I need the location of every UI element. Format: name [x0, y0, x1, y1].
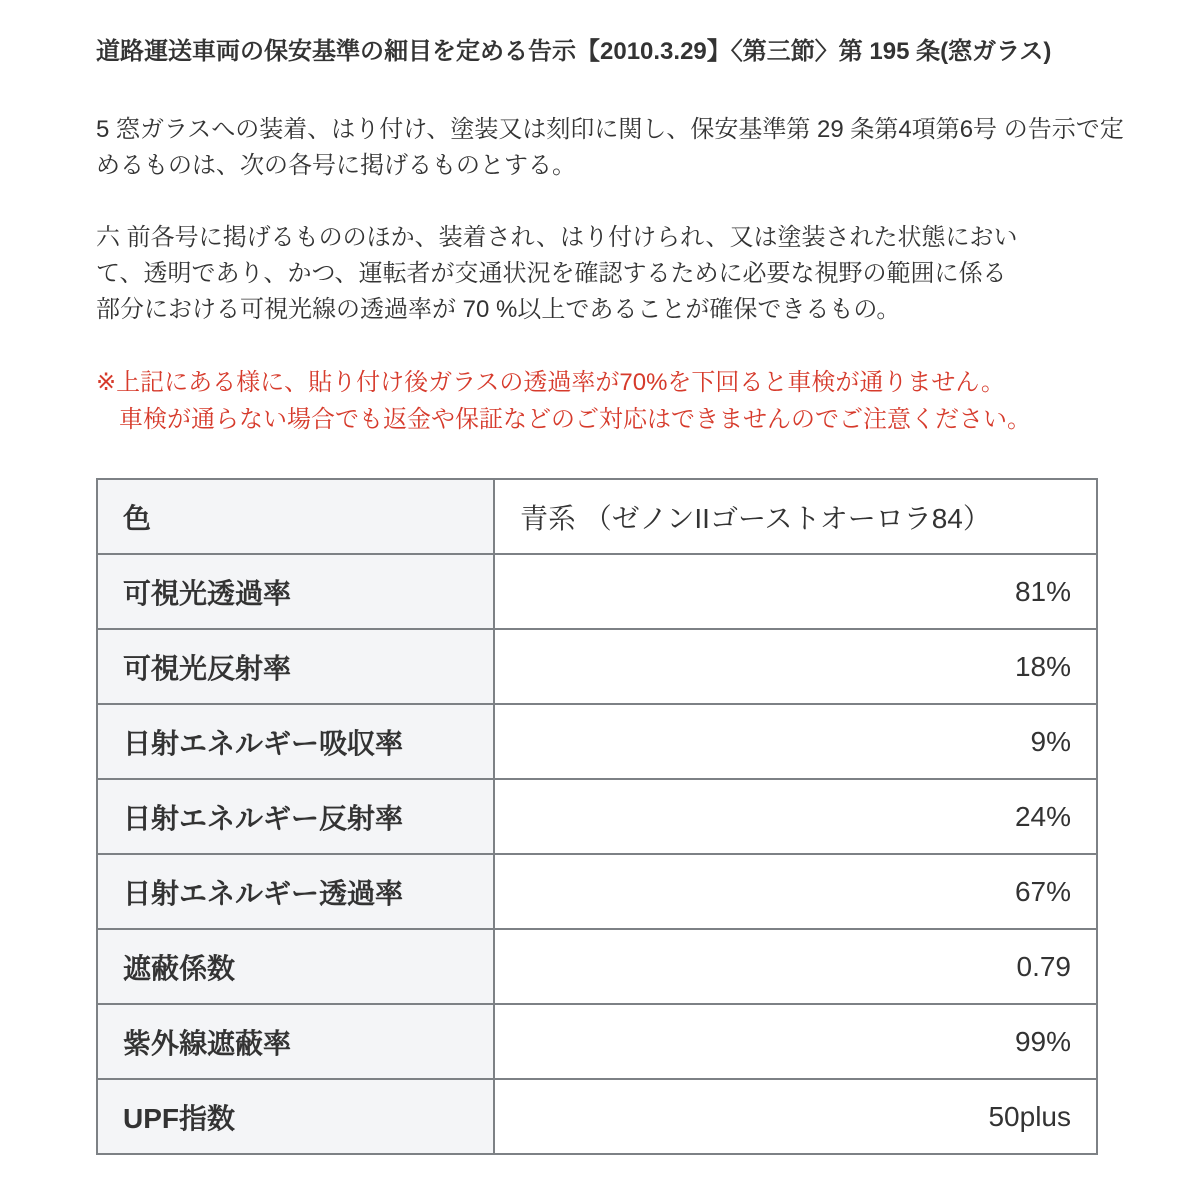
table-row	[97, 554, 1097, 629]
table-row	[97, 929, 1097, 1004]
spec-value-cell: 81%	[494, 554, 1097, 629]
spec-value-cell: 99%	[494, 1004, 1097, 1079]
spec-label-cell: 遮蔽係数	[97, 929, 494, 1004]
spec-value-cell: 24%	[494, 779, 1097, 854]
inspection-warning-note	[96, 364, 1100, 438]
spec-label-cell: 日射エネルギー透過率	[97, 854, 494, 929]
spec-label-cell: UPF指数	[97, 1079, 494, 1154]
table-row	[97, 629, 1097, 704]
spec-label-cell: 可視光反射率	[97, 629, 494, 704]
spec-value-cell: 0.79	[494, 929, 1097, 1004]
spec-value-cell: 67%	[494, 854, 1097, 929]
spec-label-cell: 日射エネルギー反射率	[97, 779, 494, 854]
paragraph-line: 六 前各号に掲げるもののほか、装着され、はり付けられ、又は塗装された状態におい	[96, 224, 1018, 251]
table-row	[97, 704, 1097, 779]
table-row	[97, 779, 1097, 854]
clause-5-paragraph	[96, 112, 1124, 184]
spec-value-cell: 青系 （ゼノンIIゴーストオーロラ84）	[494, 479, 1097, 554]
warning-line: 車検が通らない場合でも返金や保証などのご対応はできませんのでご注意ください。	[119, 406, 1031, 433]
table-row	[97, 1079, 1097, 1154]
spec-label-cell: 紫外線遮蔽率	[97, 1004, 494, 1079]
document-title: 道路運送車両の保安基準の細目を定める告示【2010.3.29】〈第三節〉第 195 条(窓ガラス)	[96, 38, 1052, 65]
paragraph-line: めるものは、次の各号に掲げるものとする。	[96, 152, 576, 179]
paragraph-line: 部分における可視光線の透過率が 70 %以上であることが確保できるもの。	[96, 296, 901, 323]
spec-table	[96, 478, 1098, 1155]
paragraph-line: て、透明であり、かつ、運転者が交通状況を確認するために必要な視野の範囲に係る	[96, 260, 1007, 287]
spec-label-cell: 色	[97, 479, 494, 554]
spec-value-cell: 18%	[494, 629, 1097, 704]
spec-value-cell: 9%	[494, 704, 1097, 779]
spec-label-cell: 日射エネルギー吸収率	[97, 704, 494, 779]
clause-6-paragraph	[96, 220, 1100, 328]
warning-line: ※上記にある様に、貼り付け後ガラスの透過率が70%を下回ると車検が通りません。	[96, 369, 1005, 396]
spec-label-cell: 可視光透過率	[97, 554, 494, 629]
spec-value-cell: 50plus	[494, 1079, 1097, 1154]
table-header-row	[97, 479, 1097, 554]
table-row	[97, 854, 1097, 929]
table-row	[97, 1004, 1097, 1079]
paragraph-line: 5 窓ガラスへの装着、はり付け、塗装又は刻印に関し、保安基準第 29 条第4項第6号 の告示で定	[96, 116, 1124, 143]
